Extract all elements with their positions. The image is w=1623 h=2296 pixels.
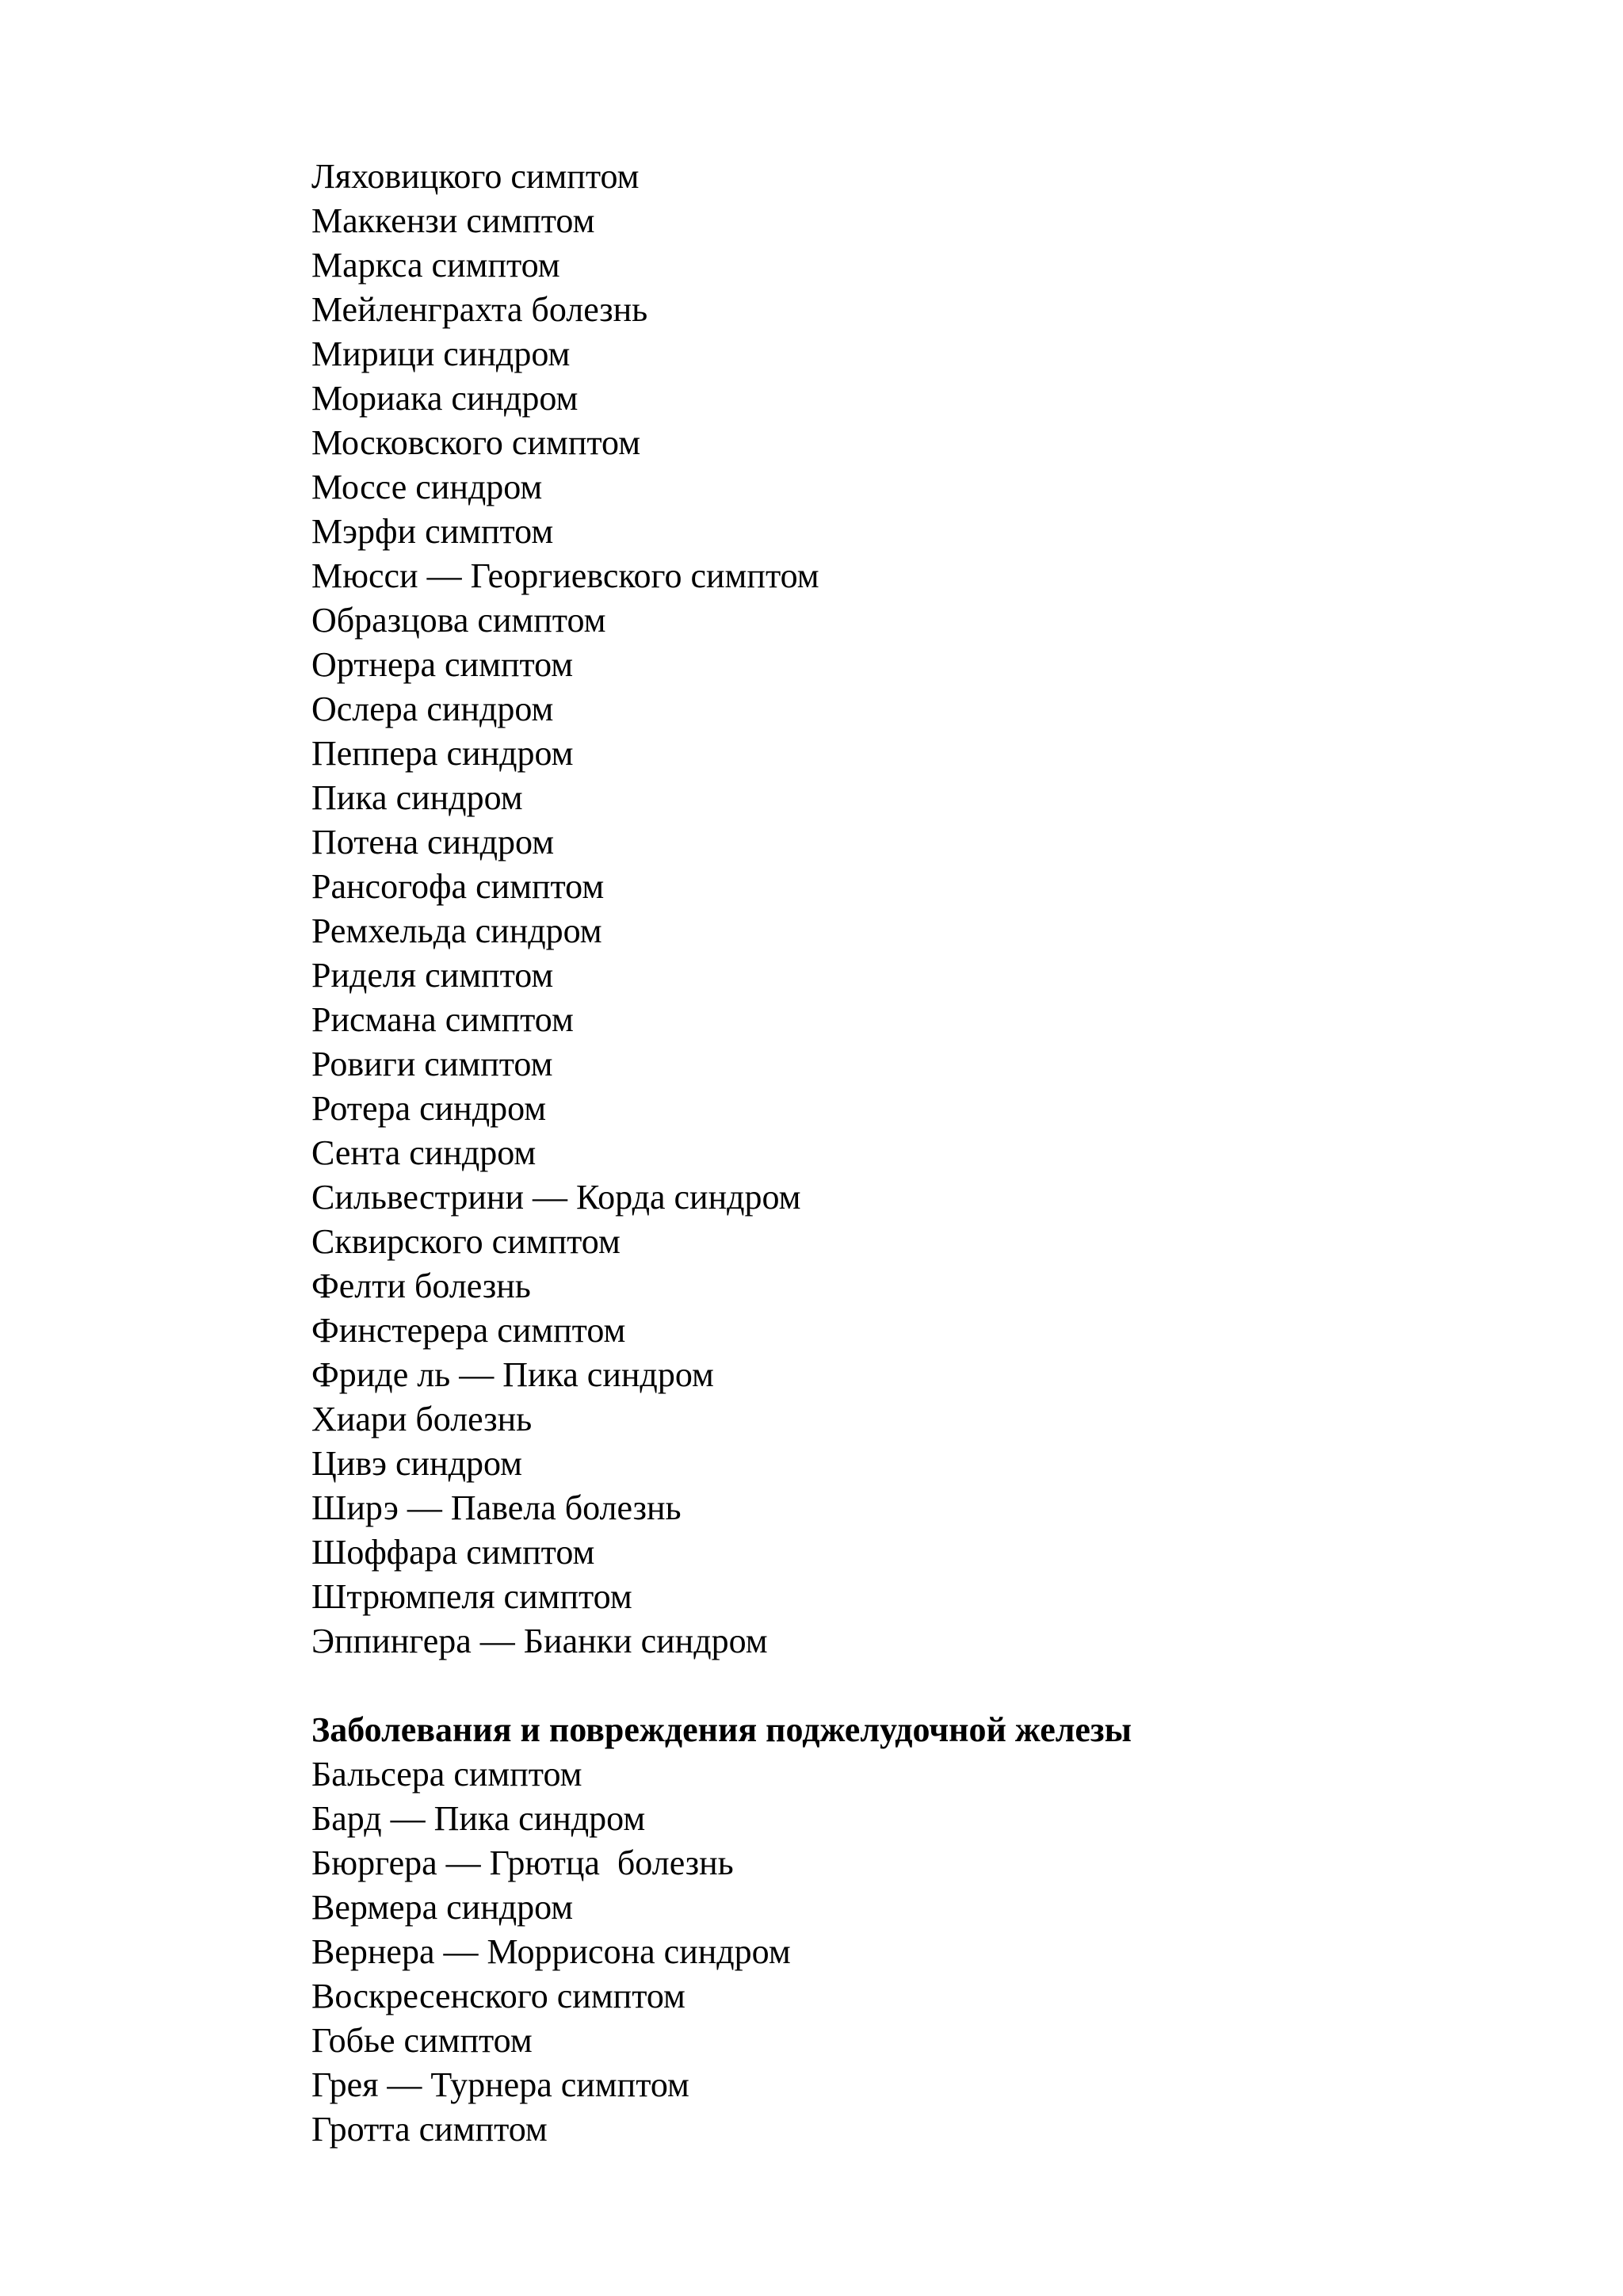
list-item: Хиари болезнь — [311, 1400, 533, 1438]
list-item: Ширэ — Павела болезнь — [311, 1488, 682, 1527]
list-item: Гобье симптом — [311, 2021, 533, 2060]
list-item: Сквирского симптом — [311, 1222, 621, 1261]
list-item: Мэрфи симптом — [311, 512, 554, 551]
list-item: Ляховицкого симптом — [311, 157, 640, 196]
list-item: Фелти болезнь — [311, 1266, 531, 1305]
list-item: Вернера — Моррисона синдром — [311, 1932, 791, 1971]
list-item: Вермера синдром — [311, 1888, 574, 1927]
syndrome-list — [311, 155, 1500, 1664]
pancreas-section — [311, 1708, 1500, 2152]
list-item: Образцова симптом — [311, 601, 606, 640]
list-item: Сильвестрини — Корда синдром — [311, 1178, 801, 1217]
list-item: Мюсси — Георгиевского симптом — [311, 556, 819, 595]
list-item: Ремхельда синдром — [311, 911, 602, 950]
list-item: Рисмана симптом — [311, 1000, 574, 1039]
section-spacer — [311, 1664, 1500, 1708]
list-item: Риделя симптом — [311, 956, 554, 995]
list-item: Маккензи симптом — [311, 201, 595, 240]
list-item: Рансогофа симптом — [311, 867, 605, 906]
list-item: Ровиги симптом — [311, 1045, 553, 1083]
list-item: Ротера синдром — [311, 1089, 547, 1128]
list-item: Пеппера синдром — [311, 734, 574, 773]
list-item: Сента синдром — [311, 1133, 537, 1172]
list-item: Маркса симптом — [311, 246, 560, 285]
list-item: Пика синдром — [311, 778, 523, 817]
list-item: Потена синдром — [311, 823, 555, 861]
list-item: Ослера синдром — [311, 690, 554, 728]
list-item: Грея — Турнера симптом — [311, 2065, 689, 2104]
list-item: Фриде ль — Пика синдром — [311, 1355, 714, 1394]
list-item: Моссе синдром — [311, 468, 543, 506]
list-item: Мейленграхта болезнь — [311, 290, 648, 329]
list-item: Бард — Пика синдром — [311, 1799, 646, 1838]
list-item: Воскресенского симптом — [311, 1977, 685, 2015]
list-item: Мориака синдром — [311, 379, 579, 418]
list-item: Эппингера — Бианки синдром — [311, 1622, 768, 1660]
list-item: Бальсера симптом — [311, 1755, 582, 1794]
list-item: Финстерера симптом — [311, 1311, 626, 1350]
list-item: Цивэ синдром — [311, 1444, 522, 1483]
list-item: Московского симптом — [311, 423, 641, 462]
list-item: Ортнера симптом — [311, 645, 574, 684]
list-item: Гротта симптом — [311, 2110, 548, 2149]
document-content — [311, 155, 1500, 2152]
list-item: Шоффара симптом — [311, 1533, 595, 1572]
list-item: Штрюмпеля симптом — [311, 1577, 632, 1616]
list-item: Бюргера — Грютца болезнь — [311, 1843, 734, 1882]
list-item: Мирици синдром — [311, 334, 571, 373]
section-heading: Заболевания и повреждения поджелудочной железы — [311, 1710, 1132, 1749]
